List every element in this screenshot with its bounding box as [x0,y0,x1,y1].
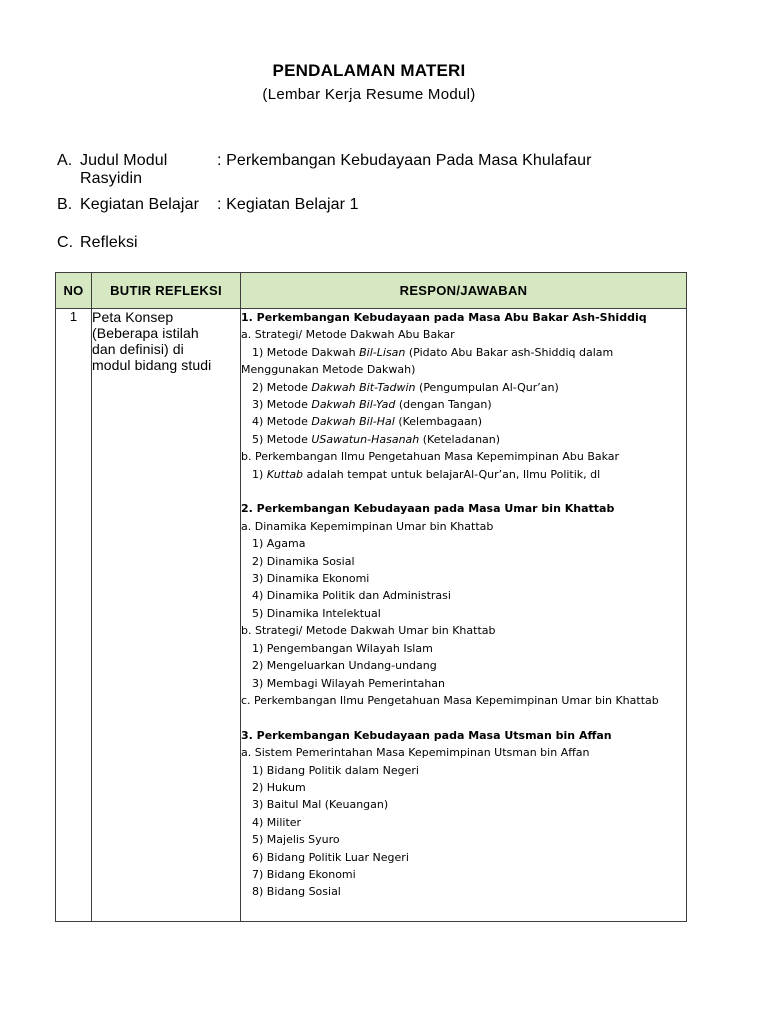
list-item: 5) Dinamika Intelektual [252,606,381,620]
column-header-no: NO [56,273,92,309]
list-item: 2) Dinamika Sosial [252,554,355,568]
respon-jawaban-cell [241,309,687,922]
list-item: 4) Metode Dakwah Bil-Hal (Kelembagaan) [252,415,483,429]
list-item: 3) Membagi Wilayah Pemerintahan [252,676,446,690]
sub-point: c. Perkembangan Ilmu Pengetahuan Masa Kepemimpinan Umar bin Khattab [241,693,659,707]
list-item: 3) Dinamika Ekonomi [252,572,370,586]
info-label-refleksi: Refleksi [80,234,138,251]
list-item: 7) Bidang Ekonomi [252,867,356,881]
info-marker-b: B. [57,196,73,213]
list-item: 4) Militer [252,815,302,829]
table-header-row [56,273,687,309]
info-label-kegiatan-belajar: Kegiatan Belajar [80,196,200,213]
list-item: 2) Hukum [252,780,306,794]
info-refleksi [57,234,717,252]
sub-point: a. Strategi/ Metode Dakwah Abu Bakar [241,328,455,342]
info-label-judul-modul: Judul Modul [80,152,168,169]
butir-line: (Beberapa istilah [92,325,199,341]
table-row [56,309,687,922]
list-item: 1) Metode Dakwah Bil-Lisan (Pidato Abu Bakar ash-Shiddiq dalam [252,345,614,359]
list-item: 1) Bidang Politik dalam Negeri [252,763,419,777]
butir-line: modul bidang studi [92,357,212,373]
sub-point: a. Sistem Pemerintahan Masa Kepemimpinan Utsman bin Affan [241,746,590,760]
document-subtitle: (Lembar Kerja Resume Modul) [262,86,476,103]
document-title: PENDALAMAN MATERI [272,61,466,80]
sub-point: b. Perkembangan Ilmu Pengetahuan Masa Kepemimpinan Abu Bakar [241,450,620,464]
section-heading: 3. Perkembangan Kebudayaan pada Masa Utsman bin Affan [241,728,612,742]
info-value-judul-modul: : Perkembangan Kebudayaan Pada Masa Khulafaur [217,152,592,169]
column-header-butir-refleksi: BUTIR REFLEKSI [92,273,241,309]
section-heading: 1. Perkembangan Kebudayaan pada Masa Abu Bakar Ash-Shiddiq [241,311,647,324]
list-item: 1) Agama [252,537,306,551]
info-kegiatan-belajar [57,196,717,214]
butir-refleksi-cell [92,309,241,922]
list-item: 4) Dinamika Politik dan Administrasi [252,589,451,603]
list-item: 3) Baitul Mal (Keuangan) [252,798,389,812]
info-marker-c: C. [57,234,74,251]
reflection-table [55,272,687,922]
info-judul-modul [57,152,717,188]
column-header-respon-jawaban: RESPON/JAWABAN [241,273,687,309]
info-value-kegiatan-belajar: : Kegiatan Belajar 1 [217,196,359,213]
list-item: 3) Metode Dakwah Bil-Yad (dengan Tangan) [252,398,492,412]
list-item: 1) Kuttab adalah tempat untuk belajarAl-Qur’an, Ilmu Politik, dl [252,467,601,481]
list-item: 2) Mengeluarkan Undang-undang [252,659,437,673]
sub-point: b. Strategi/ Metode Dakwah Umar bin Khattab [241,624,496,638]
list-item: 2) Metode Dakwah Bit-Tadwin (Pengumpulan Al-Qur’an) [252,380,559,394]
list-item: 1) Pengembangan Wilayah Islam [252,641,433,655]
butir-line: dan definisi) di [92,341,184,357]
sub-point: a. Dinamika Kepemimpinan Umar bin Khattab [241,519,494,533]
list-item-continuation: Menggunakan Metode Dakwah) [241,363,416,377]
list-item: 5) Metode USawatun-Hasanah (Keteladanan) [252,432,501,446]
info-marker-a: A. [57,152,73,169]
list-item: 8) Bidang Sosial [252,885,341,899]
butir-line: Peta Konsep [92,309,174,325]
list-item: 6) Bidang Politik Luar Negeri [252,850,409,864]
info-value-judul-modul-cont: Rasyidin [80,170,143,187]
section-heading: 2. Perkembangan Kebudayaan pada Masa Umar bin Khattab [241,502,615,516]
row-number: 1 [56,309,92,922]
list-item: 5) Majelis Syuro [252,833,340,847]
